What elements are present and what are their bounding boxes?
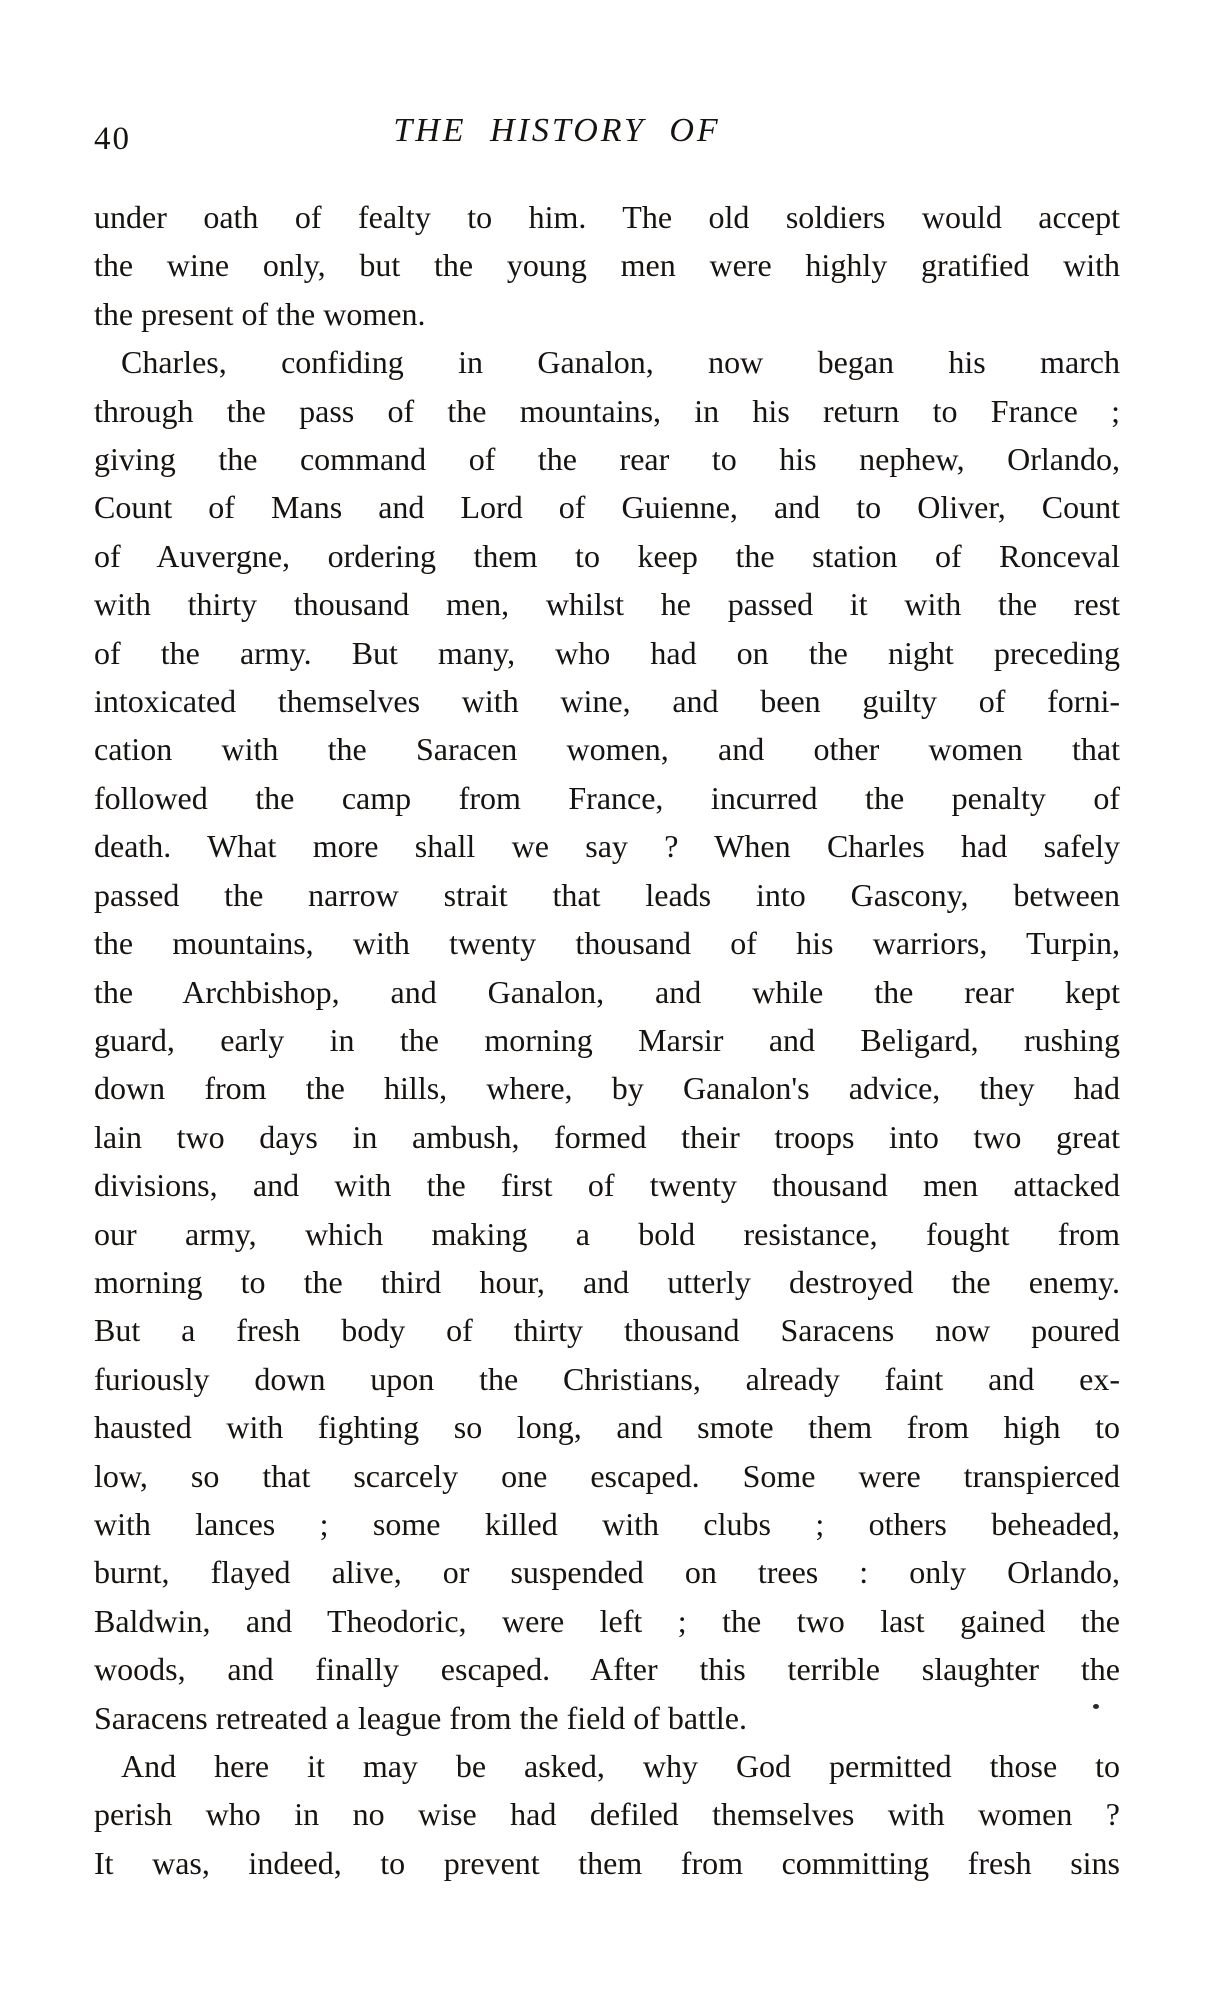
- text-line: our army, which making a bold resistance, fought from: [94, 1215, 1120, 1252]
- text-line: It was, indeed, to prevent them from committing fresh sins: [94, 1844, 1120, 1881]
- text-line: the wine only, but the young men were highly gratified with: [94, 247, 1120, 284]
- text-line: down from the hills, where, by Ganalon's advice, they had: [94, 1070, 1120, 1107]
- text-line: And here it may be asked, why God permitted those to: [121, 1748, 1120, 1784]
- text-line: through the pass of the mountains, in his return to France ;: [94, 392, 1120, 429]
- text-line: death. What more shall we say ? When Charles had safely: [94, 828, 1120, 865]
- text-line: But a fresh body of thirty thousand Saracens now poured: [94, 1312, 1120, 1349]
- text-line: followed the camp from France, incurred the penalty of: [94, 779, 1120, 816]
- running-title: THE HISTORY OF: [393, 112, 721, 149]
- text-line: with thirty thousand men, whilst he passed it with the rest: [94, 586, 1120, 623]
- text-line: hausted with fighting so long, and smote them from high to: [94, 1409, 1120, 1446]
- text-line: the present of the women.: [94, 295, 426, 332]
- text-line: Saracens retreated a league from the field of battle.: [94, 1699, 747, 1736]
- text-line: the Archbishop, and Ganalon, and while the rear kept: [94, 973, 1120, 1010]
- text-line: under oath of fealty to him. The old soldiers would accept: [94, 199, 1120, 235]
- text-line: low, so that scarcely one escaped. Some were transpierced: [94, 1457, 1120, 1494]
- text-line: with lances ; some killed with clubs ; others beheaded,: [94, 1505, 1120, 1542]
- page-number: 40: [94, 121, 131, 157]
- text-line: morning to the third hour, and utterly destroyed the enemy.: [94, 1263, 1120, 1300]
- paragraph: [94, 193, 1120, 338]
- paragraph: [94, 338, 1120, 1742]
- page-header: [0, 112, 1209, 164]
- text-line: Count of Mans and Lord of Guienne, and to Oliver, Count: [94, 489, 1120, 526]
- text-block: [94, 193, 1120, 1887]
- text-line: giving the command of the rear to his nephew, Orlando,: [94, 441, 1120, 478]
- paragraph: [94, 1742, 1120, 1887]
- text-line: perish who in no wise had defiled themselves with women ?: [94, 1796, 1120, 1833]
- text-line: divisions, and with the first of twenty thousand men attacked: [94, 1167, 1120, 1204]
- text-line: the mountains, with twenty thousand of his warriors, Turpin,: [94, 925, 1120, 962]
- text-line: furiously down upon the Christians, already faint and ex-: [94, 1360, 1120, 1397]
- text-line: burnt, flayed alive, or suspended on trees : only Orlando,: [94, 1554, 1120, 1591]
- text-line: of Auvergne, ordering them to keep the station of Ronceval: [94, 537, 1120, 574]
- text-line: passed the narrow strait that leads into Gascony, between: [94, 876, 1120, 913]
- text-line: woods, and finally escaped. After this terrible slaughter the: [94, 1651, 1120, 1688]
- scan-speck: [1093, 1704, 1099, 1709]
- text-line: lain two days in ambush, formed their troops into two great: [94, 1118, 1120, 1155]
- text-line: Baldwin, and Theodoric, were left ; the two last gained the: [94, 1602, 1120, 1639]
- text-line: guard, early in the morning Marsir and Beligard, rushing: [94, 1021, 1120, 1058]
- text-line: cation with the Saracen women, and other women that: [94, 731, 1120, 768]
- text-line: of the army. But many, who had on the night preceding: [94, 634, 1120, 671]
- text-line: Charles, confiding in Ganalon, now began his march: [121, 344, 1120, 381]
- text-line: intoxicated themselves with wine, and been guilty of forni-: [94, 683, 1120, 720]
